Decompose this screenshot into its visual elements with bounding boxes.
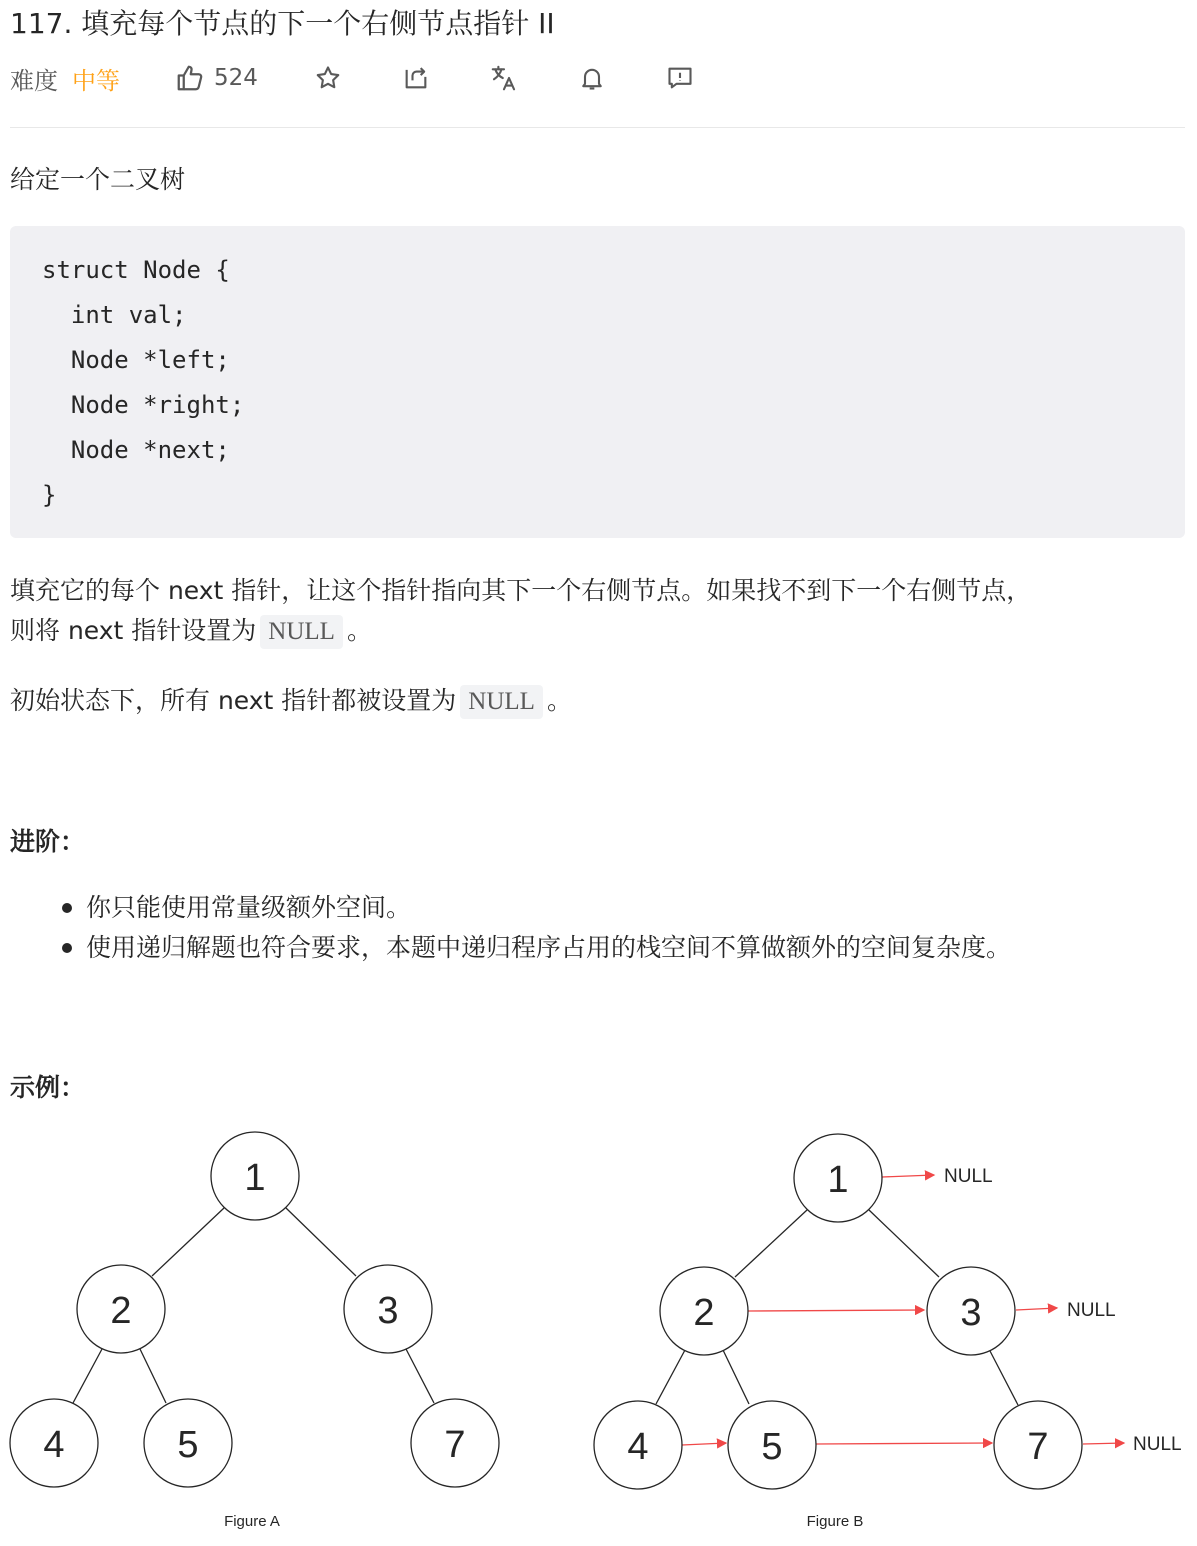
code-line: struct Node { [42,256,230,284]
star-icon[interactable] [310,60,346,96]
next-arrow [1016,1308,1057,1310]
tree-edge [406,1349,434,1403]
node-label: 1 [244,1157,266,1199]
null-label: NULL [1133,1434,1182,1455]
meta-toolbar [10,56,1185,100]
period: 。 [546,686,572,715]
null-code: NULL [260,615,343,649]
share-icon[interactable] [398,60,434,96]
tree-edge [286,1208,356,1276]
null-code: NULL [460,685,543,719]
tree-edge [869,1210,939,1277]
description-text: 初始状态下，所有 next 指针都被设置为 [10,686,457,715]
description-line-3 [10,681,572,721]
feedback-icon[interactable] [662,60,698,96]
next-arrow [882,1175,934,1177]
next-arrow [682,1443,726,1445]
list-item: 使用递归解题也符合要求，本题中递归程序占用的栈空间不算做额外的空间复杂度。 [62,928,1011,968]
tree-edge [723,1350,749,1404]
code-block [10,226,1185,538]
code-line: Node *next; [42,436,230,464]
like-button[interactable] [172,60,258,96]
code-line: } [42,481,57,509]
difficulty-label: 难度 [10,66,58,95]
figure-a-caption: Figure A [224,1513,280,1530]
example-figure [0,1120,1197,1540]
description-line-1: 填充它的每个 next 指针，让这个指针指向其下一个右侧节点。如果找不到下一个右侧节点， [10,576,1032,605]
node-label: 2 [110,1290,132,1332]
tree-edge [990,1351,1018,1405]
tree-edge [152,1208,224,1276]
code-line: Node *left; [42,346,230,374]
node-label: 3 [377,1290,399,1332]
description-text: 则将 next 指针设置为 [10,616,257,645]
node-label: 7 [1027,1426,1049,1468]
bell-icon[interactable] [574,60,610,96]
page-title: 117. 填充每个节点的下一个右侧节点指针 II [10,7,555,40]
difficulty-badge: 中等 [72,66,120,95]
null-label: NULL [944,1166,993,1187]
like-count: 524 [214,65,258,91]
tree-edge [656,1350,685,1404]
advanced-heading: 进阶： [10,827,86,856]
description-line-2 [10,611,372,651]
tree-edge [73,1349,102,1403]
node-label: 2 [693,1292,715,1334]
thumbs-up-icon[interactable] [172,60,208,96]
node-label: 1 [827,1159,849,1201]
node-label: 5 [761,1426,783,1468]
tree-edge [735,1210,807,1277]
node-label: 4 [43,1424,65,1466]
header-divider [10,127,1185,128]
figure-b-caption: Figure B [806,1513,864,1530]
example-heading: 示例： [10,1073,86,1102]
null-label: NULL [1067,1300,1116,1321]
node-label: 4 [627,1426,649,1468]
node-label: 7 [444,1424,466,1466]
next-arrow [816,1443,992,1444]
intro-text: 给定一个二叉树 [10,165,186,194]
code-line: Node *right; [42,391,245,419]
next-arrow [1083,1443,1124,1444]
next-arrow [748,1310,924,1311]
advanced-list [62,888,1011,968]
node-label: 3 [960,1292,982,1334]
node-label: 5 [177,1424,199,1466]
period: 。 [346,616,372,645]
list-item: 你只能使用常量级额外空间。 [62,888,1011,928]
translate-icon[interactable] [486,60,522,96]
tree-edge [140,1349,166,1403]
code-line: int val; [42,301,187,329]
